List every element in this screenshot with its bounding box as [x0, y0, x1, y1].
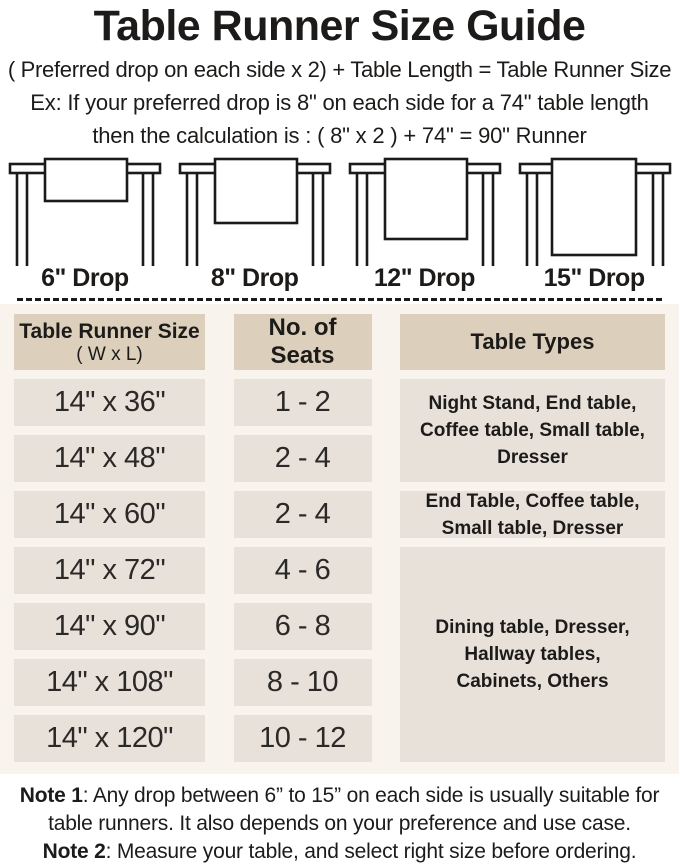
seats-cell: 2 - 4	[234, 435, 372, 482]
column-header-types: Table Types	[400, 314, 665, 370]
seats-cell: 10 - 12	[234, 715, 372, 762]
size-table	[14, 314, 665, 762]
size-cell: 14" x 48"	[14, 435, 205, 482]
note-1	[6, 782, 674, 838]
illustration-6in-drop	[0, 156, 170, 266]
column-header-size-title: Table Runner Size	[19, 319, 200, 343]
notes-section	[0, 774, 679, 866]
size-cell: 14" x 60"	[14, 491, 205, 538]
drop-labels-row	[0, 264, 679, 298]
note-1-text: : Any drop between 6” to 15” on each side is usually suitable for table runners. It also depends on your preference and use case.	[48, 784, 660, 835]
example-line-2: then the calculation is : ( 8" x 2 ) + 74" = 90" Runner	[92, 123, 587, 148]
size-cell: 14" x 108"	[14, 659, 205, 706]
table-types-cell-large: Dining table, Dresser, Hallway tables, Cabinets, Others	[400, 547, 665, 762]
header-section	[0, 2, 679, 149]
page-title: Table Runner Size Guide	[93, 2, 586, 50]
size-cell: 14" x 36"	[14, 379, 205, 426]
table-types-cell-small: Night Stand, End table, Coffee table, Small table, Dresser	[400, 379, 665, 482]
size-cell: 14" x 90"	[14, 603, 205, 650]
table-runner-drawing-icon	[170, 156, 340, 266]
note-1-label: Note 1	[19, 784, 83, 807]
illustration-12in-drop	[340, 156, 510, 266]
table-runner-drawing-icon	[510, 156, 680, 266]
drop-label-12in: 12" Drop	[373, 264, 475, 292]
column-header-size	[14, 314, 205, 370]
table-runner-drawing-icon	[0, 156, 170, 266]
illustration-8in-drop	[170, 156, 340, 266]
dashed-divider	[17, 298, 662, 301]
drop-label-6in: 6" Drop	[41, 264, 129, 292]
size-cell: 14" x 120"	[14, 715, 205, 762]
seats-cell: 4 - 6	[234, 547, 372, 594]
table-runner-drawing-icon	[340, 156, 510, 266]
note-2	[6, 838, 674, 866]
table-types-cell-medium: End Table, Coffee table, Small table, Dresser	[400, 491, 665, 538]
drop-label-8in: 8" Drop	[210, 264, 299, 292]
size-cell: 14" x 72"	[14, 547, 205, 594]
seats-cell: 6 - 8	[234, 603, 372, 650]
drop-label-15in: 15" Drop	[543, 264, 645, 292]
size-table-section	[0, 304, 679, 774]
drop-illustrations	[0, 156, 679, 266]
note-2-label: Note 2	[42, 840, 106, 863]
seats-cell: 2 - 4	[234, 491, 372, 538]
column-header-seats: No. of Seats	[234, 314, 372, 370]
illustration-15in-drop	[510, 156, 680, 266]
formula-text: ( Preferred drop on each side x 2) + Table Length = Table Runner Size	[7, 57, 672, 82]
note-2-text: : Measure your table, and select right size before ordering.	[105, 840, 637, 863]
seats-cell: 1 - 2	[234, 379, 372, 426]
size-guide-page	[0, 2, 679, 863]
seats-cell: 8 - 10	[234, 659, 372, 706]
column-header-size-subtitle: ( W x L)	[76, 343, 143, 365]
example-line-1: Ex: If your preferred drop is 8" on each side for a 74" table length	[30, 90, 649, 115]
